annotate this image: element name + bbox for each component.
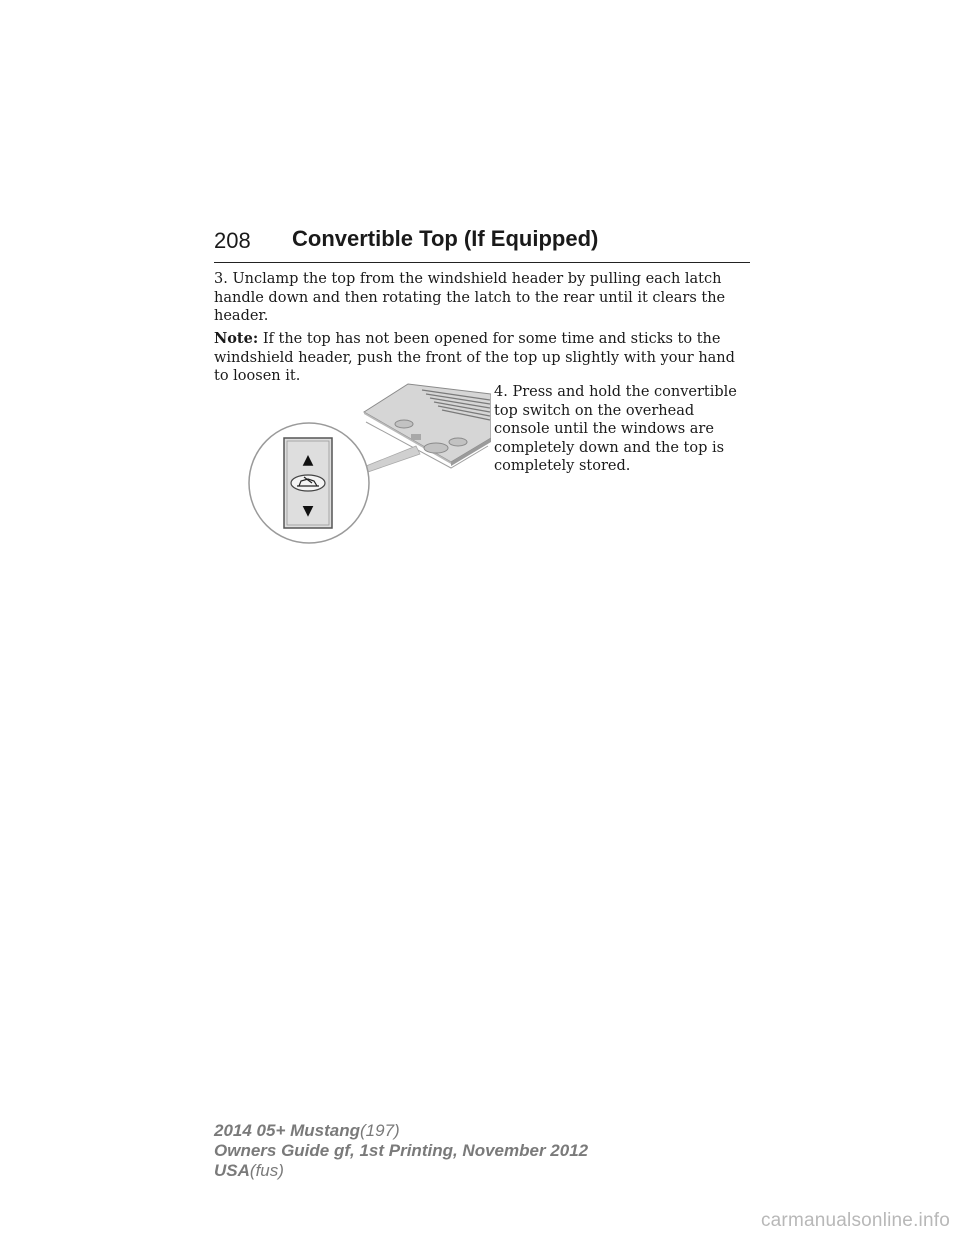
- section-title: Convertible Top (If Equipped): [292, 226, 599, 251]
- step-3-text: 3. Unclamp the top from the windshield header by pulling each latch handle down and then rotating the latch to the rear until it clears the header.: [214, 271, 726, 324]
- watermark: carmanualsonline.info: [760, 1210, 950, 1231]
- footer-market-code: (fus): [249, 1161, 284, 1180]
- page-number: 208: [214, 228, 251, 253]
- up-arrow-icon: ▲: [302, 452, 314, 468]
- down-arrow-icon: ▼: [302, 503, 314, 519]
- note-label: Note:: [214, 330, 259, 347]
- footer-model: 2014 05+ Mustang: [214, 1121, 360, 1140]
- page-header: [214, 224, 750, 263]
- overhead-console: [364, 384, 491, 468]
- callout-pointer: [366, 446, 420, 472]
- footer-line-2: Owners Guide gf, 1st Printing, November 2012: [214, 1141, 589, 1160]
- overhead-console-illustration: [246, 380, 491, 546]
- illustration-svg: [246, 380, 491, 546]
- footer-model-code: (197): [360, 1121, 400, 1140]
- footer-line-1: [214, 1121, 588, 1141]
- footer-line-3: [214, 1161, 588, 1181]
- step-4-text: 4. Press and hold the convertible top switch on the overhead console until the windows are completely down and the top is completely stored.: [494, 384, 737, 474]
- footer-market: USA: [214, 1161, 250, 1180]
- footer: [214, 1121, 588, 1181]
- note-paragraph: [214, 330, 750, 386]
- note-text: If the top has not been opened for some time and sticks to the windshield header, push the front of the top up slightly with your hand to loosen it.: [214, 331, 735, 384]
